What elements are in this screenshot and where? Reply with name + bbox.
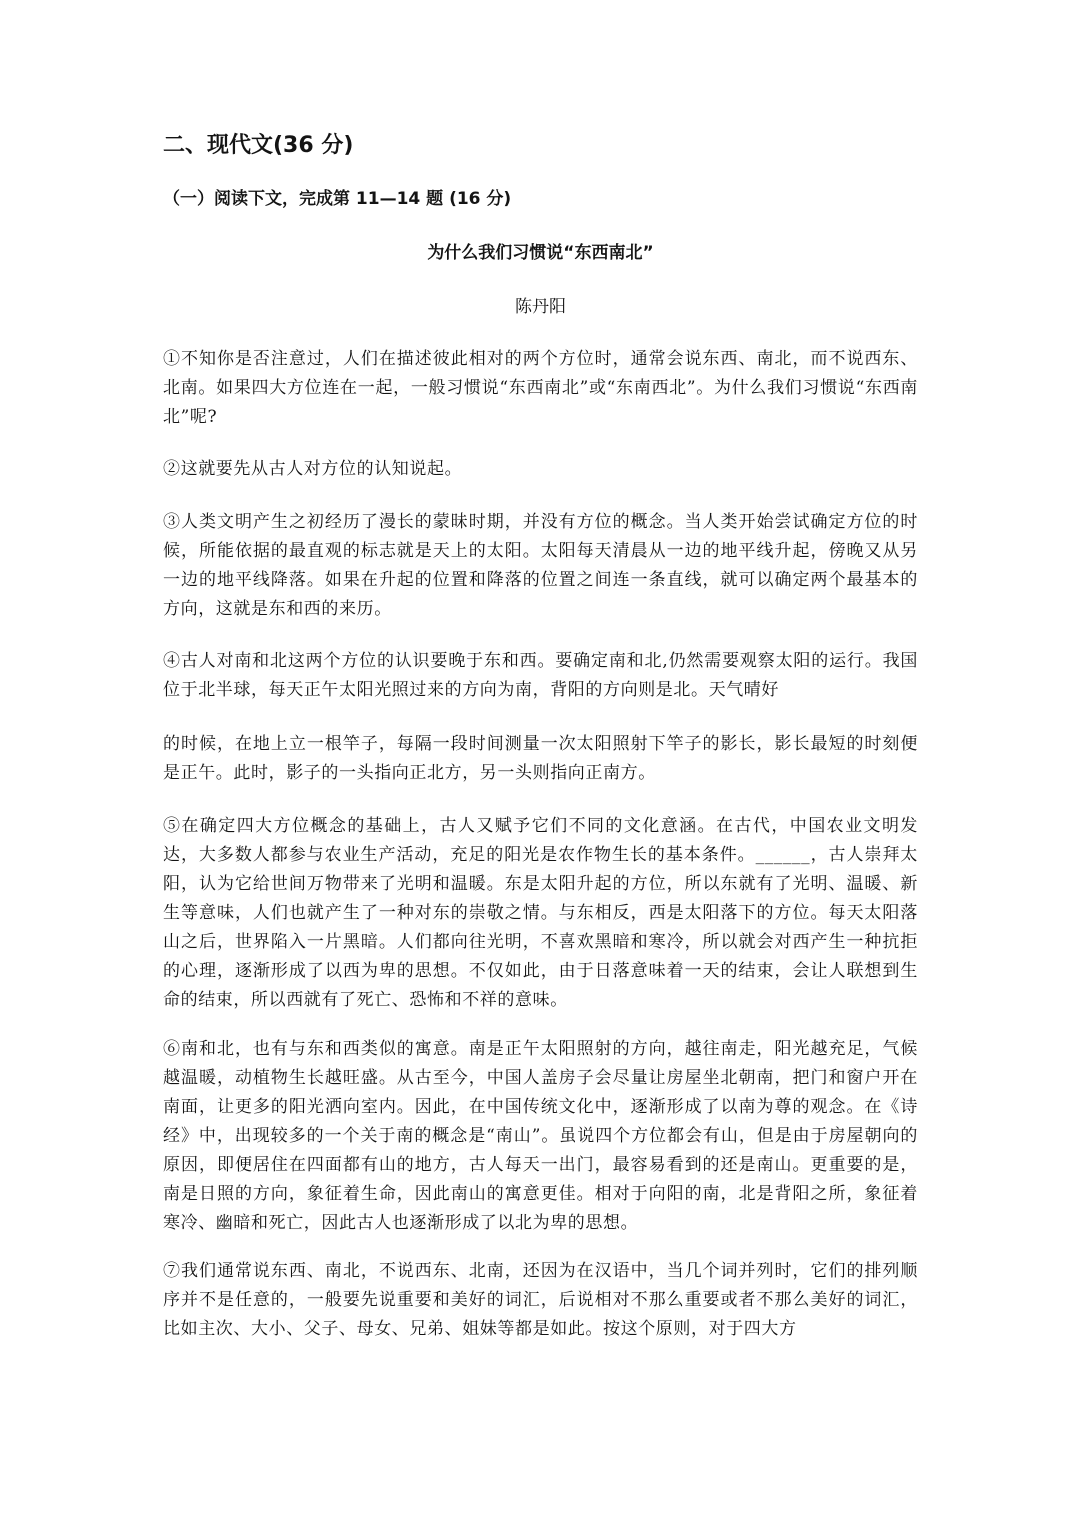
- paragraph-6: ⑥南和北，也有与东和西类似的寓意。南是正午太阳照射的方向，越往南走，阳光越充足，气候越温暖，动植物生长越旺盛。从古至今，中国人盖房子会尽量让房屋坐北朝南，把门和窗户开在南面，让更多的阳光洒向室内。因此，在中国传统文化中，逐渐形成了以南为尊的观念。在《诗经》中，出现较多的一个关于南的概念是“南山”。虽说四个方位都会有山，但是由于房屋朝向的原因，即便居住在四面都有山的地方，古人每天一出门，最容易看到的还是南山。更重要的是，南是日照的方向，象征着生命，因此南山的寓意更佳。相对于向阳的南，北是背阳之所，象征着寒冷、幽暗和死亡，因此古人也逐渐形成了以北为卑的思想。: [163, 1039, 918, 1233]
- paragraph-2: ②这就要先从古人对方位的认知说起。: [163, 459, 463, 479]
- article-title: 为什么我们习惯说“东西南北”: [427, 243, 654, 263]
- paragraph-4: ④古人对南和北这两个方位的认识要晚于东和西。要确定南和北,仍然需要观察太阳的运行。我国位于北半球，每天正午太阳光照过来的方向为南，背阳的方向则是北。天气晴好: [163, 651, 918, 700]
- paragraph-4-continued: 的时候，在地上立一根竿子，每隔一段时间测量一次太阳照射下竿子的影长，影长最短的时刻便是正午。此时，影子的一头指向正北方，另一头则指向正南方。: [163, 734, 918, 783]
- paragraph-3: ③人类文明产生之初经历了漫长的蒙昧时期，并没有方位的概念。当人类开始尝试确定方位的时候，所能依据的最直观的标志就是天上的太阳。太阳每天清晨从一边的地平线升起，傍晚又从另一边的地平线降落。如果在升起的位置和降落的位置之间连一条直线，就可以确定两个最基本的方向，这就是东和西的来历。: [163, 512, 918, 619]
- subsection-title: （一）阅读下文，完成第 11—14 题 (16 分): [163, 189, 512, 209]
- paragraph-1: ①不知你是否注意过，人们在描述彼此相对的两个方位时，通常会说东西、南北，而不说西东、北南。如果四大方位连在一起，一般习惯说“东西南北”或“东南西北”。为什么我们习惯说“东西南北”呢?: [163, 349, 918, 427]
- article-author: 陈丹阳: [515, 297, 566, 317]
- paragraph-5: ⑤在确定四大方位概念的基础上，古人又赋予它们不同的文化意涵。在古代，中国农业文明发达，大多数人都参与农业生产活动，充足的阳光是农作物生长的基本条件。______，古人崇拜太阳，认为它给世间万物带来了光明和温暖。东是太阳升起的方位，所以东就有了光明、温暖、新生等意味，人们也就产生了一种对东的崇敬之情。与东相反，西是太阳落下的方位。每天太阳落山之后，世界陷入一片黑暗。人们都向往光明，不喜欢黑暗和寒冷，所以就会对西产生一种抗拒的心理，逐渐形成了以西为卑的思想。不仅如此，由于日落意味着一天的结束，会让人联想到生命的结束，所以西就有了死亡、恐怖和不祥的意味。: [163, 816, 918, 1010]
- section-title: 二、现代文(36 分): [163, 133, 354, 158]
- paragraph-7: ⑦我们通常说东西、南北，不说西东、北南，还因为在汉语中，当几个词并列时，它们的排列顺序并不是任意的，一般要先说重要和美好的词汇，后说相对不那么重要或者不那么美好的词汇，比如主次、大小、父子、母女、兄弟、姐妹等都是如此。按这个原则，对于四大方: [163, 1261, 918, 1339]
